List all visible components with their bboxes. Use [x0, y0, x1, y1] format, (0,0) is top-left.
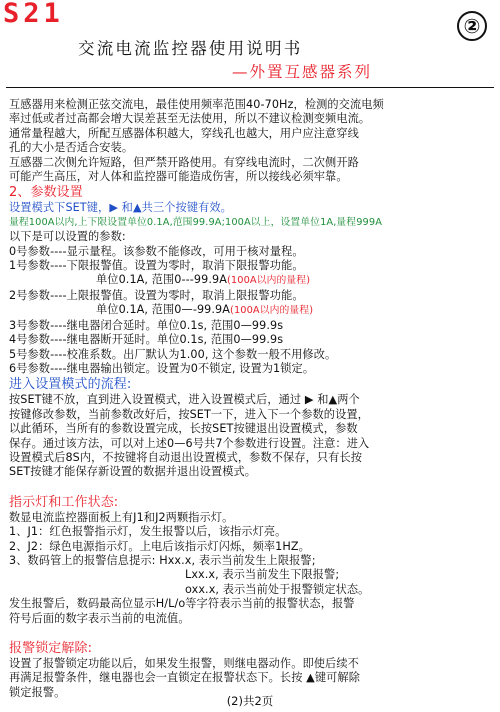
title-rule [6, 87, 494, 88]
setup-flow-line: 按SET键不放，直到进入设置模式，进入设置模式后，通过 ▶ 和▲两个 [9, 393, 360, 407]
intro-line: 通常量程越大，所配互感器体积越大，穿线孔也越大，用户应注意穿线 [9, 126, 359, 140]
indicator-after-line: 符号后面的数字表示当前的电流值。 [9, 611, 190, 625]
alarm-lock-line: 设置了报警锁定功能以后，如果发生报警，则继电器动作。即使后续不 [9, 657, 359, 670]
param-4: 4号参数----继电器断开延时。单位0.1s, 范围0—99.9s [9, 333, 284, 347]
indicators-heading: 指示灯和工作状态: [9, 494, 119, 510]
intro-line: 可能产生高压，对人体和监控器可能造成伤害，所以接线必须牢靠。 [9, 170, 348, 184]
intro-line: 互感器二次侧允许短路，但严禁开路使用。有穿线电流时，二次侧开路 [9, 155, 359, 169]
page-number-circle: ② [457, 11, 487, 41]
param-1-detail [9, 273, 495, 288]
param-2-range: 单位0.1A, 范围0—-99.9A [96, 303, 231, 317]
param-0: 0号参数----显示量程。该参数不能修改，可用于核对量程。 [9, 244, 304, 258]
indicator-after-line: 发生报警后，数码最高位显示H/L/o等字符表示当前的报警状态，报警 [9, 597, 355, 611]
alarm-lock-heading: 报警锁定解除: [9, 641, 93, 656]
page-footer: (2)共2页 [226, 694, 274, 708]
alarm-code-line: Lxx.x, 表示当前发生下限报警; [185, 568, 340, 582]
intro-line: 率过低或者过高都会增大误差甚至无法使用，所以不建议检测变频电流。 [9, 112, 371, 126]
setup-flow-line: 按键修改参数，当前参数改好后，按SET一下，进入下一个参数的设置， [9, 407, 369, 421]
section-parameter-settings [9, 184, 495, 479]
param-6: 6号参数----继电器输出锁定。设置为0不锁定, 设置为1锁定。 [9, 361, 315, 375]
document-title: 交流电流监控器使用说明书 [78, 39, 303, 58]
spacer [9, 626, 495, 640]
indicator-line: 3、数码管上的报警信息提示: Hxx.x, 表示当前发生上限报警; [9, 553, 316, 567]
param-1-note: (100A以内的量程) [227, 275, 311, 287]
param-1-range: 单位0.1A, 范围0---99.9A [96, 273, 227, 287]
indicator-line: 数显电流监控器面板上有J1和J2两颗指示灯。 [9, 510, 234, 524]
params-intro: 以下是可以设置的参数: [9, 230, 126, 244]
setup-flow-line: 以此循环，当所有的参数设置完成，长按SET按键退出设置模式，参数 [9, 422, 358, 436]
setup-flow-line: 保存。通过该方法，可以对上述0—6号共7个参数进行设置。注意：进入 [9, 436, 370, 450]
section-indicators [9, 494, 495, 626]
section-alarm-lock [9, 640, 495, 700]
setup-mode-keys: 设置模式下SET键，▶ 和▲共三个按键有效。 [9, 201, 232, 215]
param-2-note: (100A以内的量程) [230, 305, 314, 317]
document-subtitle: —外置互感器系列 [232, 63, 373, 81]
alarm-code-line: oxx.x, 表示当前处于报警锁定状态。 [185, 582, 370, 596]
setup-flow-heading: 进入设置模式的流程: [9, 377, 132, 393]
section-heading: 2、参数设置 [9, 185, 83, 201]
alarm-lock-line: 锁定报警。 [9, 685, 66, 699]
intro-line: 孔的大小是否适合安装。 [9, 141, 134, 155]
model-label: S21 [3, 0, 64, 29]
range-note: 量程100A以内,上下限设置单位0.1A,范围99.9A;100A以上，设置单位1A,量程999A [9, 216, 383, 228]
indicator-line: 2、J2：绿色电源指示灯。上电后该指示灯闪烁，频率1HZ。 [9, 539, 310, 553]
setup-flow-line: 设置模式后8S内，不按键将自动退出设置模式，参数不保存，只有长按 [9, 450, 363, 464]
intro-paragraph [9, 98, 495, 184]
param-2-detail [9, 303, 495, 318]
param-1: 1号参数----下限报警值。设置为零时，取消下限报警功能。 [9, 259, 304, 273]
spacer [9, 480, 495, 494]
alarm-lock-line: 再满足报警条件，继电器也会一直锁定在报警状态下。长按 ▲键可解除 [9, 671, 360, 685]
document-body [9, 98, 495, 700]
setup-flow-line: SET按键才能保存新设置的数据并退出设置模式。 [9, 465, 257, 479]
param-3: 3号参数----继电器闭合延时。单位0.1s, 范围0—99.9s [9, 318, 284, 332]
indicator-line: 1、J1：红色报警指示灯，发生报警以后，该指示灯亮。 [9, 525, 287, 539]
intro-line: 互感器用来检测正弦交流电，最佳使用频率范围40-70Hz，检测的交流电频 [9, 98, 384, 111]
param-2: 2号参数----上限报警值。设置为零时，取消上限报警功能。 [9, 288, 304, 302]
param-5: 5号参数----校准系数。出厂默认为1.00, 这个参数一般不用修改。 [9, 347, 337, 361]
